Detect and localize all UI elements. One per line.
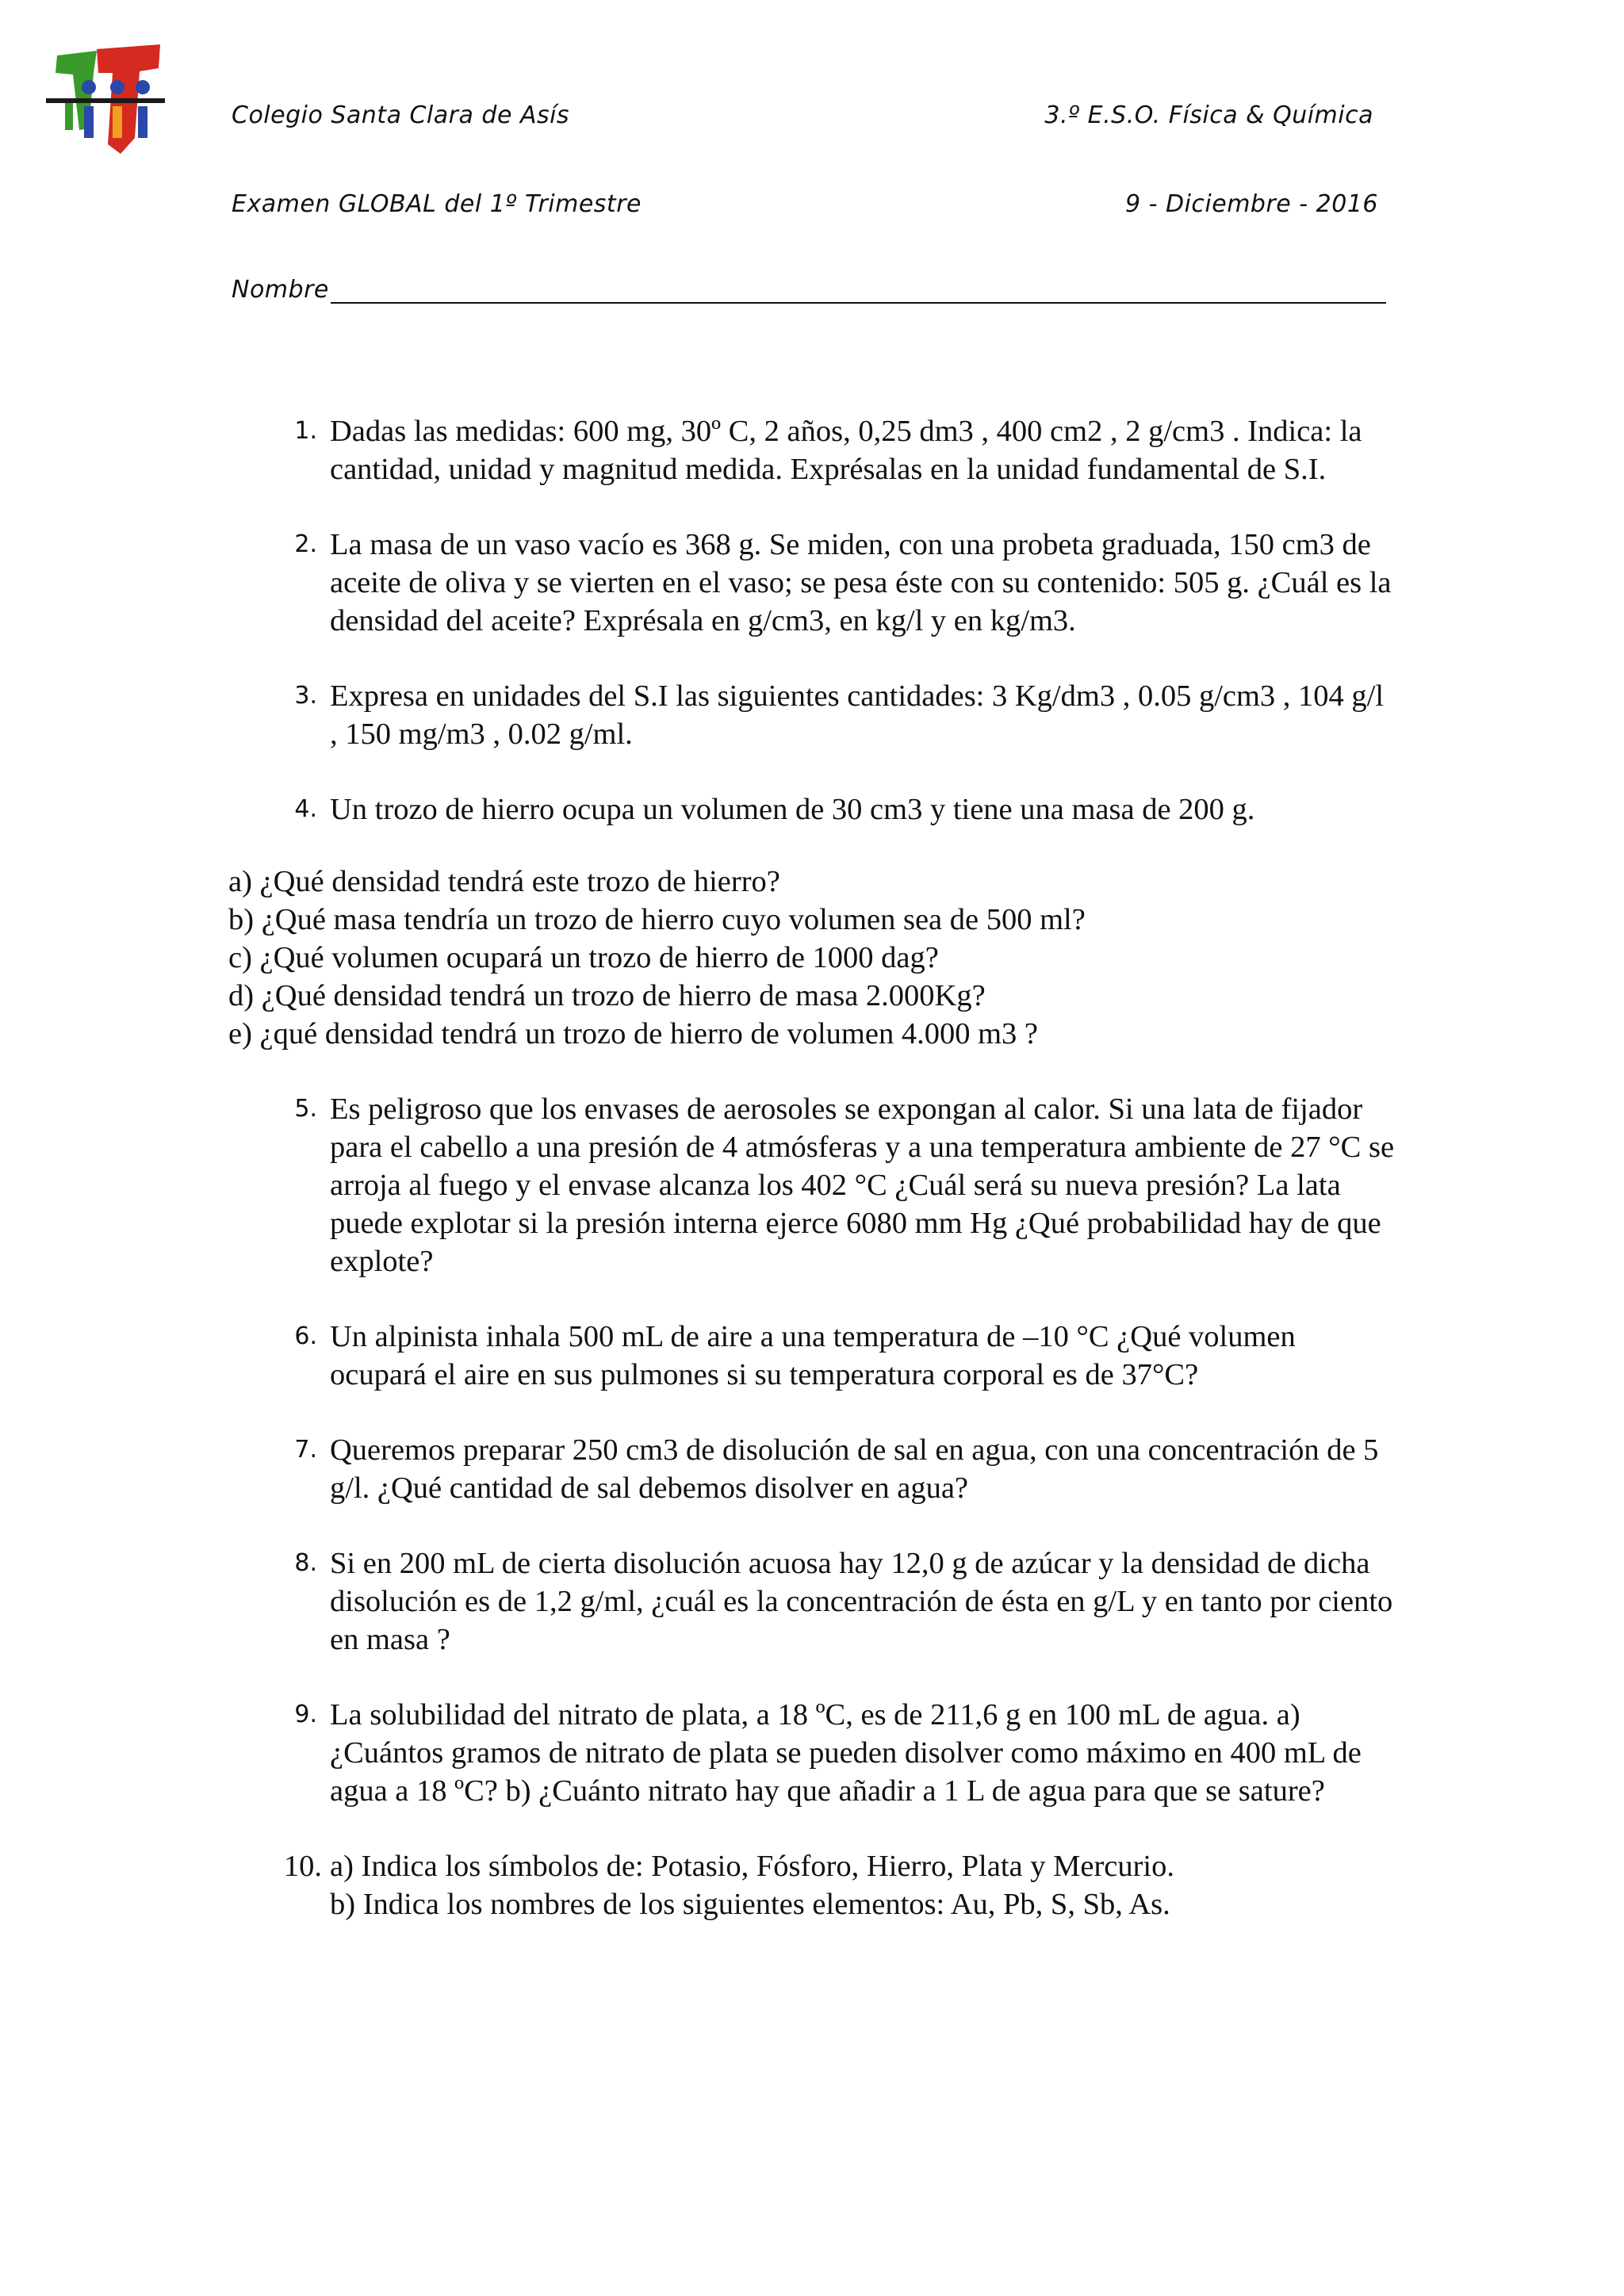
question-8 [230, 1544, 1396, 1659]
subitem-d: d) ¿Qué densidad tendrá un trozo de hierro de masa 2.000Kg? [228, 979, 986, 1012]
exam-title: Examen GLOBAL del 1º Trimestre [232, 190, 642, 218]
subitem-b: b) ¿Qué masa tendría un trozo de hierro cuyo volumen sea de 500 ml? [228, 903, 1086, 936]
question-text: La solubilidad del nitrato de plata, a 18 ºC, es de 211,6 g en 100 mL de agua. a) ¿Cuántos gramos de nitrato de plata se pueden disolver como máximo en 400 mL de agua a 18 ºC? b) ¿Cuánto nitrato hay que añadir a 1 L de agua para que se sature? [330, 1698, 1362, 1808]
questions-list [230, 412, 1396, 1961]
question-number: 2. [294, 530, 317, 558]
question-1 [230, 412, 1396, 488]
name-field[interactable] [232, 276, 1386, 304]
name-label: Nombre [232, 276, 329, 304]
question-4 [230, 790, 1396, 828]
school-logo [41, 41, 168, 160]
question-7 [230, 1431, 1396, 1507]
question-3 [230, 677, 1396, 753]
question-number: 1. [294, 417, 317, 445]
question-5 [230, 1090, 1396, 1280]
course-label: 3.º E.S.O. Física & Química [1044, 101, 1373, 129]
question-number: 9. [294, 1701, 317, 1728]
question-number: 3. [294, 682, 317, 710]
exam-date: 9 - Diciembre - 2016 [1124, 190, 1378, 218]
question-6 [230, 1318, 1396, 1394]
question-text: Expresa en unidades del S.I las siguientes cantidades: 3 Kg/dm3 , 0.05 g/cm3 , 104 g/l , 150 mg/m3 , 0.02 g/ml. [330, 679, 1385, 751]
question-number: 6. [294, 1322, 317, 1350]
question-number: 5. [294, 1095, 317, 1123]
question-4-subitems [228, 863, 1396, 1053]
question-number: 4. [294, 795, 317, 823]
question-10-part-b: b) Indica los nombres de los siguientes elementos: Au, Pb, S, Sb, As. [330, 1888, 1170, 1921]
question-text: Un trozo de hierro ocupa un volumen de 30 cm3 y tiene una masa de 200 g. [330, 793, 1255, 826]
question-10-part-a: a) Indica los símbolos de: Potasio, Fósforo, Hierro, Plata y Mercurio. [330, 1850, 1174, 1883]
question-text: Un alpinista inhala 500 mL de aire a una temperatura de –10 °C ¿Qué volumen ocupará el aire en sus pulmones si su temperatura corporal es de 37°C? [330, 1320, 1296, 1391]
subitem-a: a) ¿Qué densidad tendrá este trozo de hierro? [228, 865, 780, 898]
question-10 [230, 1847, 1396, 1923]
question-number: 10. [283, 1850, 322, 1883]
school-name: Colegio Santa Clara de Asís [232, 101, 570, 129]
question-2 [230, 526, 1396, 640]
question-9 [230, 1696, 1396, 1810]
question-text: Dadas las medidas: 600 mg, 30º C, 2 años, 0,25 dm3 , 400 cm2 , 2 g/cm3 . Indica: la cantidad, unidad y magnitud medida. Exprésalas en la unidad fundamental de S.I. [330, 415, 1362, 486]
question-text: La masa de un vaso vacío es 368 g. Se miden, con una probeta graduada, 150 cm3 de aceite de oliva y se vierten en el vaso; se pesa éste con su contenido: 505 g. ¿Cuál es la densidad del aceite? Exprésala en g/cm3, en kg/l y en kg/m3. [330, 528, 1392, 637]
question-number: 8. [294, 1549, 317, 1577]
subitem-c: c) ¿Qué volumen ocupará un trozo de hierro de 1000 dag? [228, 941, 939, 974]
question-text: Queremos preparar 250 cm3 de disolución de sal en agua, con una concentración de 5 g/l. ¿Qué cantidad de sal debemos disolver en agua? [330, 1433, 1379, 1505]
question-number: 7. [294, 1436, 317, 1464]
question-text: Si en 200 mL de cierta disolución acuosa hay 12,0 g de azúcar y la densidad de dicha disolución es de 1,2 g/ml, ¿cuál es la concentración de ésta en g/L y en tanto por ciento en masa ? [330, 1547, 1393, 1656]
subitem-e: e) ¿qué densidad tendrá un trozo de hierro de volumen 4.000 m3 ? [228, 1017, 1038, 1050]
question-text: Es peligroso que los envases de aerosoles se expongan al calor. Si una lata de fijador para el cabello a una presión de 4 atmósferas y a una temperatura ambiente de 27 °C se arroja al fuego y el envase alcanza los 402 °C ¿Cuál será su nueva presión? La lata puede explotar si la presión interna ejerce 6080 mm Hg ¿Qué probabilidad hay de que explote? [330, 1093, 1395, 1278]
question-text [330, 1847, 1396, 1923]
name-line[interactable] [331, 278, 1386, 304]
